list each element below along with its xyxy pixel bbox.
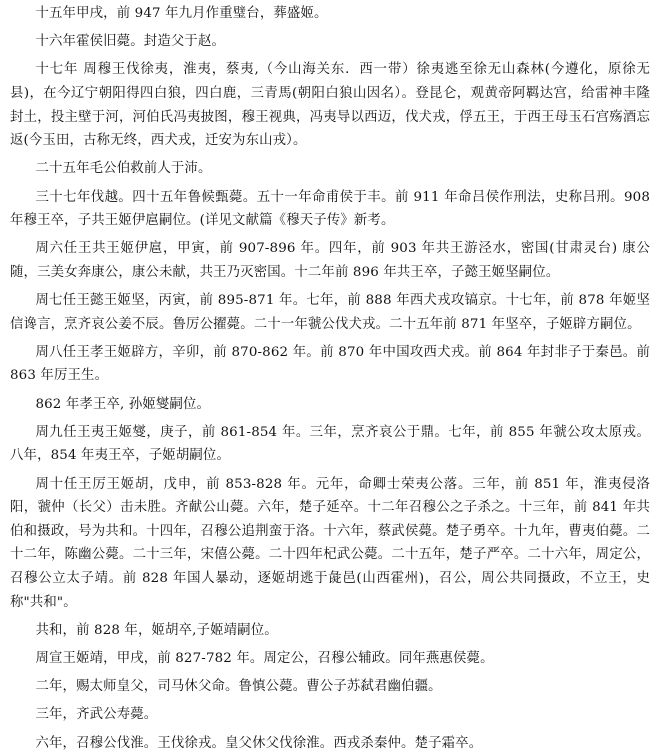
paragraph-year-25: 二十五年毛公伯救前人于沛。 bbox=[35, 161, 212, 177]
paragraph-yi-wang-xie: 周九任王夷王姬燮，庚子，前 861-854 年。三年，烹齐哀公于鼎。七年，前 855 年虢公攻太原戎。八年，854 年夷王卒，子姬胡嗣位。 bbox=[10, 424, 650, 464]
paragraph-year-3: 三年，齐武公寿薨。 bbox=[35, 707, 158, 723]
paragraph-xiao-wang: 周八任王孝王姬辟方，辛卯，前 870-862 年。前 870 年中国攻西犬戎。前 864 年封非子于秦邑。前 863 年厉王生。 bbox=[10, 344, 650, 384]
paragraph-year-17: 十七年 周穆王伐徐夷，淮夷，蔡夷,（今山海关东．西一带）徐夷逃至徐无山森林(今遵化，原徐无县)，在今辽宁朝阳得四白狼，四白鹿，三青馬(朝阳白狼山因名）。登昆仑，观黄帝阿羁达宫，给雷神丰隆封土，投主壁于河，河伯氏冯夷披图，穆王视典，冯夷导以西迈，伐犬戎，俘五王，于西王母玉石宫殇酒忘返(今玉田，古称无终，西犬戎，迁安为东山戎）。 bbox=[10, 62, 650, 149]
paragraph-year-37: 三十七年伐越。四十五年鲁候甄薨。五十一年命甫侯于丰。前 911 年命吕侯作刑法，史称吕刑。908 年穆王卒，子共王姬伊扈嗣位。(详见文献篇《穆天子传》新考。 bbox=[10, 189, 650, 229]
paragraph-xuan-wang: 周宣王姬靖，甲戌，前 827-782 年。周定公，召穆公辅政。同年燕惠侯薨。 bbox=[35, 650, 494, 666]
paragraph-yi-wang: 周七任王懿王姬坚，丙寅，前 895-871 年。七年，前 888 年西犬戎攻镐京。十七年，前 878 年姬坚信谗言，烹齐哀公姜不辰。鲁厉公擢薨。二十一年虢公伐犬戎。二十五年前 871 年坚卒，子姬辟方嗣位。 bbox=[10, 293, 650, 332]
paragraph-year-2: 二年，赐太师皇父，司马休父命。鲁慎公薨。曹公子苏弑君幽伯疆。 bbox=[35, 679, 442, 695]
paragraph-year-16: 十六年霍侯旧薨。封造父于赵。 bbox=[35, 34, 226, 50]
paragraph-year-15: 十五年甲戌，前 947 年九月作重璧台，葬盛姬。 bbox=[35, 6, 328, 21]
paragraph-gonghe: 共和，前 828 年，姬胡卒,子姬靖嗣位。 bbox=[35, 622, 278, 638]
paragraph-862: 862 年孝王卒, 孙姬燮嗣位。 bbox=[35, 396, 211, 412]
paragraph-year-6: 六年，召穆公伐淮。王伐徐戎。皇父休父伐徐淮。西戎杀秦仲。楚子霜卒。 bbox=[35, 735, 483, 751]
paragraph-gong-wang: 周六任王共王姬伊扈，甲寅，前 907-896 年。四年，前 903 年共王游泾水，密国(甘肃灵台) 康公随，三美女奔康公，康公未献，共王乃灭密国。十二年前 896 年共王卒，子懿王姬坚嗣位。 bbox=[10, 241, 650, 280]
paragraph-li-wang: 周十任王厉王姬胡，戊申，前 853-828 年。元年，命卿士荣夷公落。三年，前 851 年，淮夷侵洛阳，虢仲（长父）击未胜。齐献公山薨。六年，楚子延卒。十二年召穆公之子杀之。十三年，前 841 年共伯和摄政，号为共和。十四年，召穆公追荆蛮于洛。十六年，蔡武侯薨。楚子勇卒。十九年，曹夷伯薨。二十二年，陈幽公薨。二十三年，宋僖公薨。二十四年杞武公薨。二十五年，楚子严卒。二十六年，周定公，召穆公立太子靖。前 828 年国人暴动，逐姬胡逃于彘邑(山西霍州)，召公，周公共同摄政，不立王，史称"共和"。 bbox=[10, 476, 650, 610]
